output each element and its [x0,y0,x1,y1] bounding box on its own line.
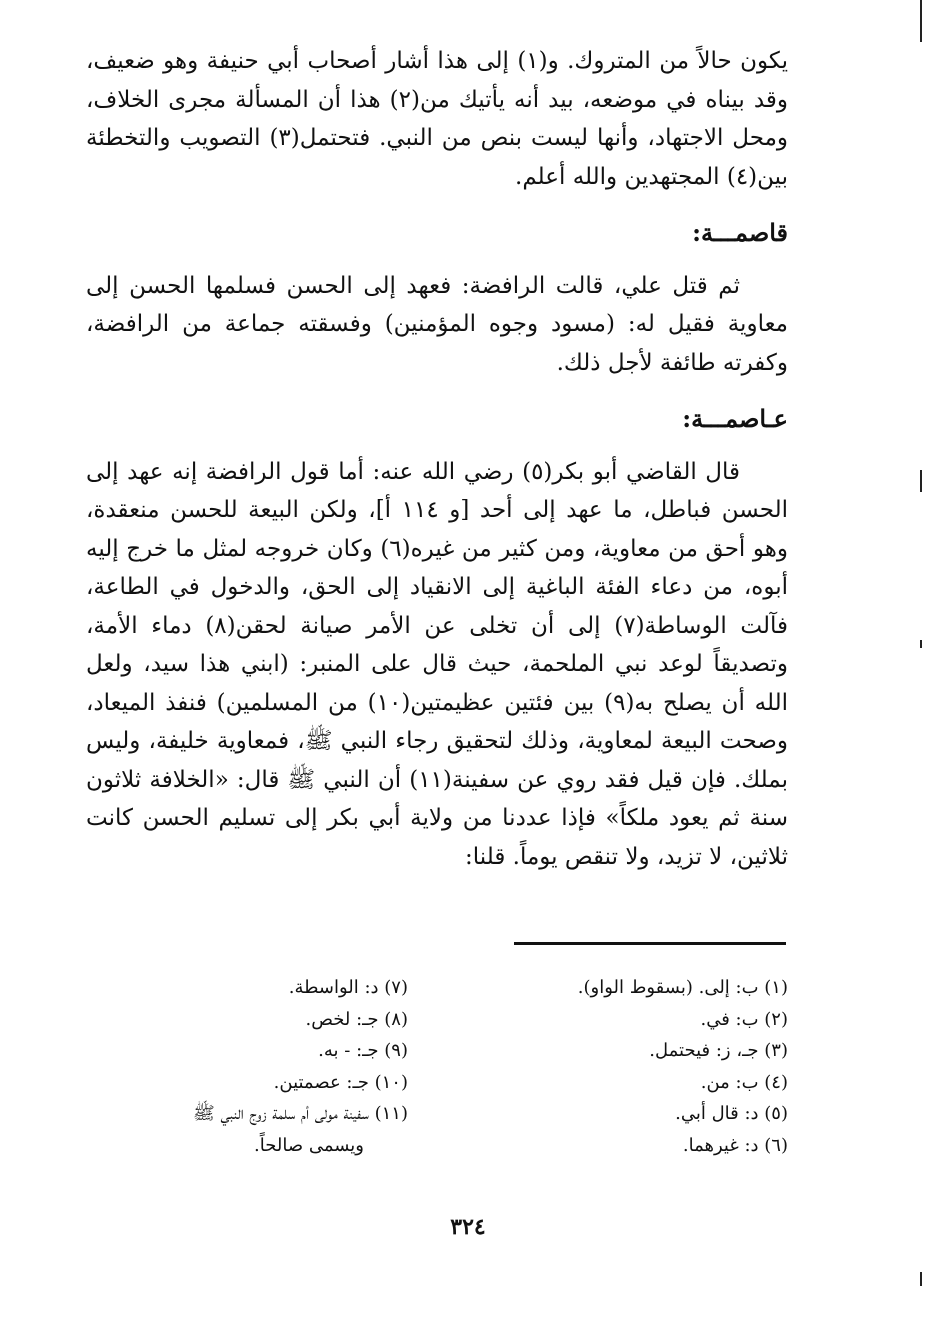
footnote-11: (١١) سفينة مولى أم سلمة زوج النبي ﷺ [193,1103,408,1124]
footnote-6: (٦) د: غيرهما. [682,1134,788,1156]
footnote-separator [514,942,786,945]
footnote-4: (٤) ب: من. [700,1071,788,1093]
footnotes-left-column [78,972,408,1161]
footnote-7: (٧) د: الواسطة. [288,977,408,998]
heading-qasima: قاصمـــة: [692,218,788,247]
footnote-5: (٥) د: قال أبي. [675,1103,788,1124]
footnote-1: (١) ب: إلى. (بسقوط الواو). [577,977,788,998]
heading-asima: عـاصمـــة: [682,404,788,433]
footnote-9: (٩) جـ: - به. [318,1040,408,1061]
footnote-8: (٨) جـ: لخص. [305,1008,408,1030]
page-number: ٣٢٤ [450,1214,486,1240]
main-text [86,42,788,876]
footnote-3: (٣) جـ، ز: فيحتمل. [649,1040,788,1061]
footnotes-right-column [528,972,788,1161]
paragraph-2: ثم قتل علي، قالت الرافضة: فعهد إلى الحسن فسلمها الحسن إلى معاوية فقيل له: (مسود وجوه المؤمنين) وفسقته جماعة من الرافضة، وكفرته طائفة لأجل ذلك. [86,272,788,376]
paragraph-3: قال القاضي أبو بكر(٥) رضي الله عنه: أما قول الرافضة إنه عهد إلى الحسن فباطل، ما عهد إلى أحد [و ١١٤ أ]، ولكن البيعة للحسن منعقدة، وهو أحق من معاوية، ومن كثير من غيره(٦) وكان خروجه لمثل ما خرج إليه أبوه، من دعاء الفئة الباغية إلى الانقياد إلى الحق، والدخول في الطاعة، فآلت الوساطة(٧) إلى أن تخلى عن الأمر صيانة لحقن(٨) دماء الأمة، وتصديقاً لوعد نبي الملحمة، حيث قال على المنبر: (ابني هذا سيد، ولعل الله أن يصلح به(٩) بين فئتين عظيمتين(١٠) من المسلمين) فنفذ الميعاد، وصحت البيعة لمعاوية، وذلك لتحقيق رجاء النبي ﷺ، فمعاوية خليفة، وليس بملك. فإن قيل فقد روي عن سفينة(١١) أن النبي ﷺ قال: «الخلافة ثلاثون سنة ثم يعود ملكاً» فإذا عددنا من ولاية أبي بكر إلى تسليم الحسن كانت ثلاثين، لا تزيد، ولا تنقص يوماً. قلنا: [86,458,789,870]
margin-marks [914,0,922,1341]
footnote-2: (٢) ب: في. [700,1008,788,1030]
footnote-10: (١٠) جـ: عصمتين. [273,1071,408,1093]
paragraph-1: يكون حالاً من المتروك. و(١) إلى هذا أشار أصحاب أبي حنيفة وهو ضعيف، وقد بيناه في موضعه، بيد أنه يأتيك من(٢) هذا أن المسألة مجرى الخلاف، ومحل الاجتهاد، وأنها ليست بنص من النبي. فتحتمل(٣) التصويب والتخطئة بين(٤) المجتهدين والله أعلم. [86,48,788,190]
footnote-11-continued: ويسمى صالحاً. [254,1134,364,1156]
